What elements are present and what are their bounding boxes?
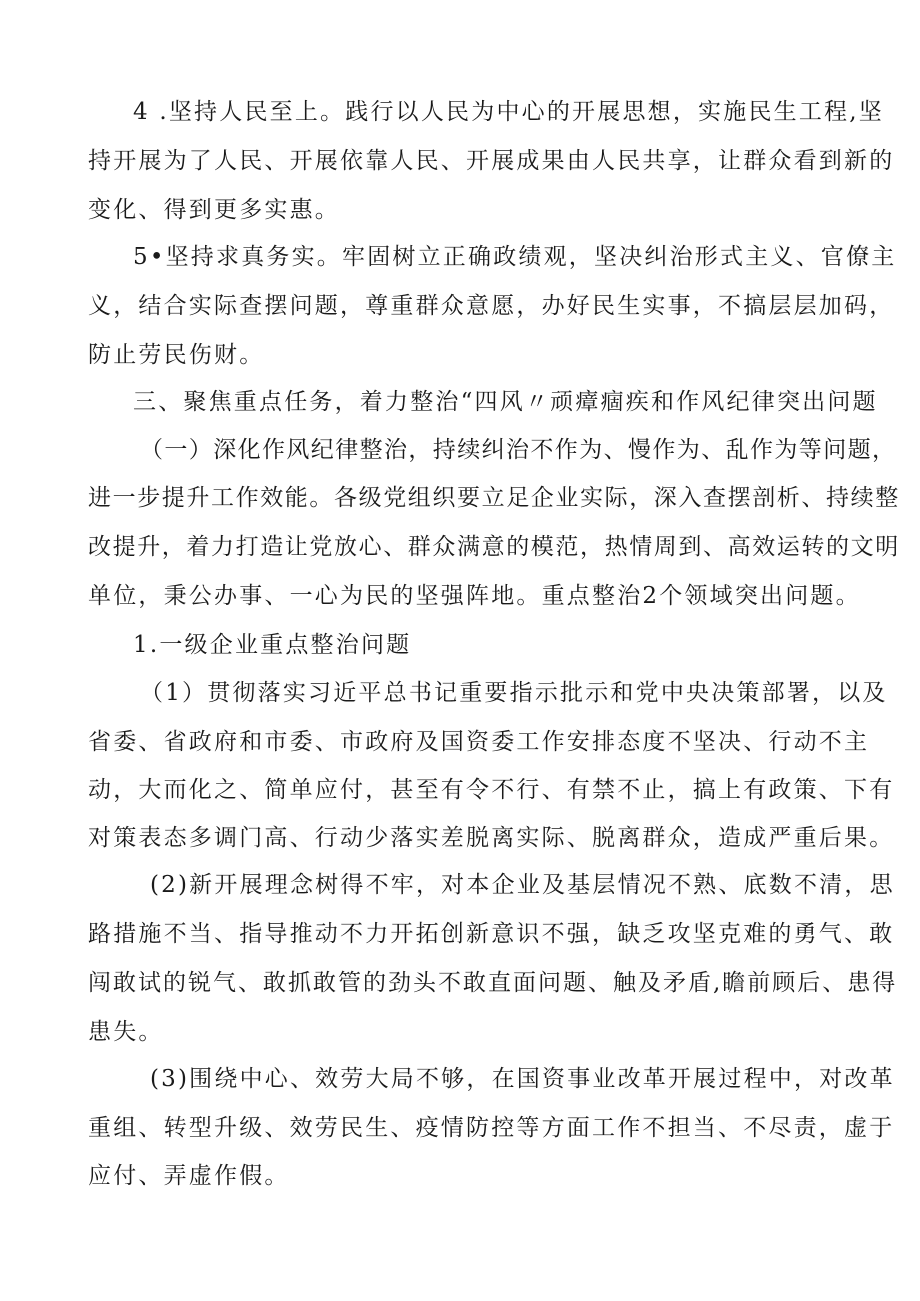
subsection-1-line-3: 改提升，着力打造让党放心、群众满意的模范，热情周到、高效运转的文明 <box>88 534 900 560</box>
paragraph-4-line-1: 4 .坚持人民至上。践行以人民为中心的开展思想，实施民生工程,坚 <box>133 99 884 125</box>
item-1-1-line-1: （1）贯彻落实习近平总书记重要指示批示和党中央决策部署，以及 <box>140 680 888 706</box>
paragraph-5-line-1: 5•坚持求真务实。牢固树立正确政绩观，坚决纠治形式主义、官僚主 <box>133 244 897 270</box>
subsection-1-line-1: （一）深化作风纪律整治，持续纠治不作为、慢作为、乱作为等问题， <box>140 437 897 463</box>
section-3-heading: 三、聚焦重点任务，着力整治“四风〃顽瘴痼疾和作风纪律突出问题 <box>133 389 878 415</box>
subsection-1-line-4: 单位，秉公办事、一心为民的坚强阵地。重点整治2个领域突出问题。 <box>88 583 861 609</box>
paragraph-4-line-3: 变化、得到更多实惠。 <box>88 197 340 223</box>
item-1-heading: 1.一级企业重点整治问题 <box>133 632 412 658</box>
item-1-1-line-2: 省委、省政府和市委、市政府及国资委工作安排态度不坚决、行动不主 <box>88 729 870 755</box>
item-1-3-line-1: (3)围绕中心、效劳大局不够，在国资事业改革开展过程中，对改革 <box>150 1066 895 1092</box>
item-1-2-line-3: 闯敢试的锐气、敢抓敢管的劲头不敢直面问题、触及矛盾,瞻前顾后、患得 <box>88 970 898 996</box>
item-1-3-line-3: 应付、弄虚作假。 <box>88 1163 290 1189</box>
item-1-1-line-3: 动，大而化之、简单应付，甚至有令不行、有禁不止，搞上有政策、下有 <box>88 777 895 803</box>
item-1-2-line-2: 路措施不当、指导推动不力开拓创新意识不强，缺乏攻坚克难的勇气、敢 <box>88 921 895 947</box>
subsection-1-line-2: 进一步提升工作效能。各级党组织要立足企业实际，深入查摆剖析、持续整 <box>88 485 900 511</box>
item-1-1-line-4: 对策表态多调门高、行动少落实差脱离实际、脱离群众，造成严重后果。 <box>88 825 895 851</box>
paragraph-5-line-2: 义，结合实际查摆问题，尊重群众意愿，办好民生实事，不搞层层加码， <box>88 293 895 319</box>
item-1-2-line-1: (2)新开展理念树得不牢，对本企业及基层情况不熟、底数不清，思 <box>150 872 895 898</box>
item-1-2-line-4: 患失。 <box>88 1019 164 1045</box>
item-1-3-line-2: 重组、转型升级、效劳民生、疫情防控等方面工作不担当、不尽责，虚于 <box>88 1115 895 1141</box>
paragraph-4-line-2: 持开展为了人民、开展依靠人民、开展成果由人民共享，让群众看到新的 <box>88 148 895 174</box>
paragraph-5-line-3: 防止劳民伤财。 <box>88 342 265 368</box>
